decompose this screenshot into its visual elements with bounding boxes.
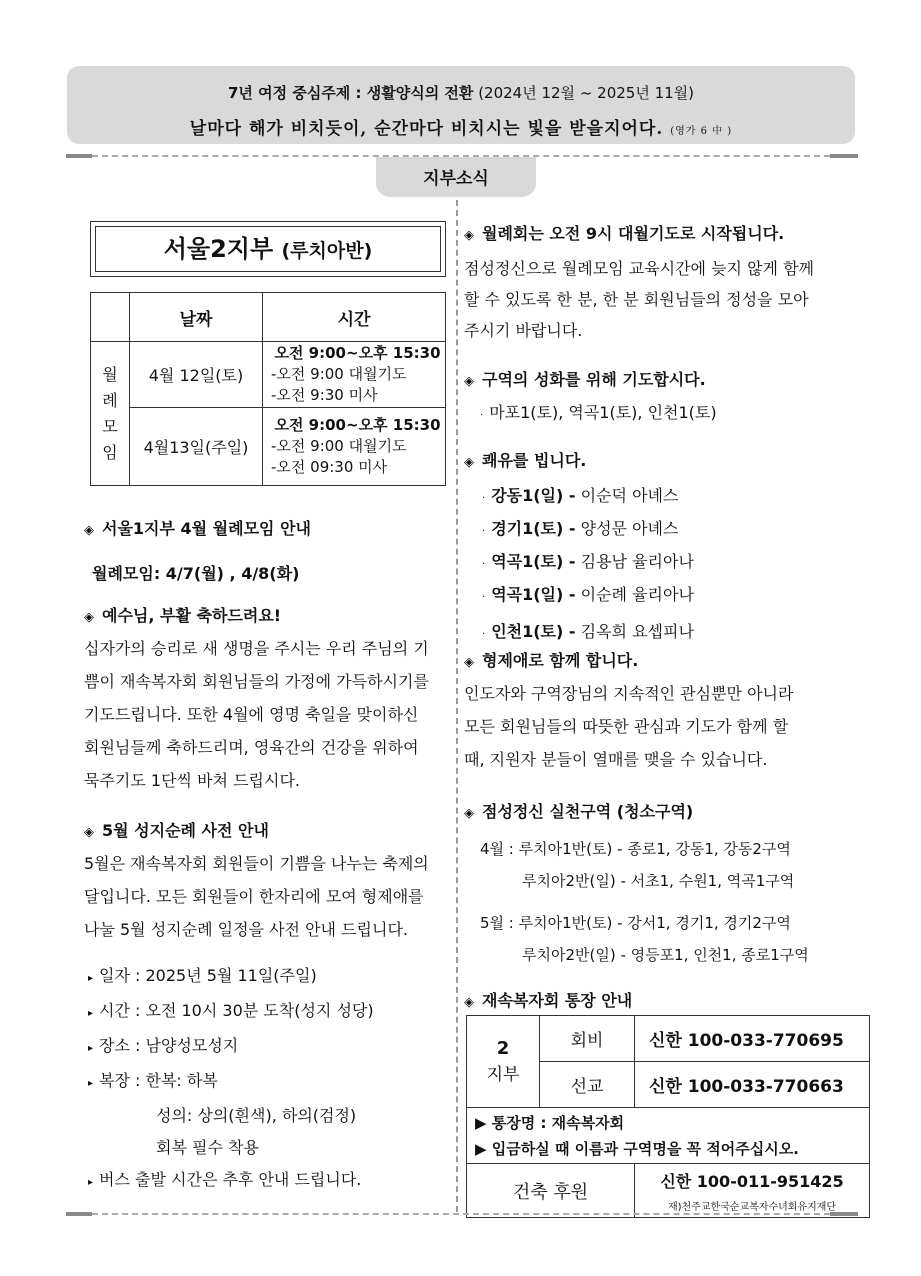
divider	[830, 154, 858, 158]
account-note	[475, 1110, 868, 1136]
easter-paragraph	[84, 632, 450, 797]
dot-bullet-icon: ·	[480, 410, 484, 421]
cleaning-team: 루치아1반(토) - 종로1, 강동1, 강동2구역	[518, 840, 791, 858]
section-heading	[84, 818, 269, 841]
section-heading-text: 형제애로 함께 합니다.	[482, 651, 639, 670]
divider	[66, 154, 92, 158]
pilgrimage-details	[88, 960, 374, 1199]
list-item	[482, 547, 694, 580]
section-heading	[84, 603, 281, 626]
header-quote-text: 날마다 해가 비치듯이, 순간마다 비치시는 빛을 받을지어다.	[189, 119, 664, 139]
paragraph-line: 점성정신으로 월례모임 교육시간에 늦지 않게 함께	[464, 259, 815, 278]
section-heading-text: 예수님, 부활 축하드려요!	[102, 606, 282, 625]
cleaning-team: 루치아2반(일) - 영등포1, 인천1, 종로1구역	[522, 946, 809, 964]
list-item	[88, 1065, 374, 1100]
fraternity-paragraph	[464, 677, 864, 776]
divider	[830, 1212, 858, 1216]
healing-name: 김용남 율리아나	[580, 552, 694, 571]
healing-name: 이순례 율리아나	[580, 585, 694, 604]
paragraph-line: 때, 지원자 분들이 열매를 맺을 수 있습니다.	[464, 750, 768, 769]
account-note-text: 입금하실 때 이름과 구역명을 꼭 적어주십시오.	[491, 1139, 799, 1158]
healing-name: 양성문 아녜스	[580, 519, 679, 538]
paragraph-line: 달입니다. 모든 회원들이 한자리에 모여 형제애를	[84, 887, 424, 906]
schedule-time	[263, 342, 446, 408]
healing-zone: 경기1(토) -	[491, 519, 576, 538]
row-label-char: 모	[102, 416, 118, 436]
account-table	[466, 1015, 870, 1218]
cleaning-schedule	[480, 833, 809, 971]
zone-list-text: 마포1(토), 역곡1(토), 인천1(토)	[489, 403, 717, 422]
header-quote-ref: (영가 6 中 )	[670, 126, 733, 137]
header-theme-title: 7년 여정 중심주제 : 생활양식의 전환	[227, 84, 474, 102]
paragraph-line: 회원님들께 축하드리며, 영육간의 건강을 위하여	[84, 738, 419, 757]
header-theme	[67, 82, 855, 103]
schedule-detail: -오전 09:30 미사	[271, 458, 388, 476]
section-heading	[464, 988, 632, 1011]
schedule-detail: -오전 9:30 미사	[271, 386, 378, 404]
branch-subtitle: (루치아반)	[281, 240, 373, 262]
divider	[92, 1213, 830, 1217]
diamond-bullet-icon: ◈	[84, 610, 94, 625]
column-header-time: 시간	[263, 293, 446, 342]
list-item-text: 복장 : 한복: 하복	[99, 1071, 218, 1090]
section-heading	[84, 516, 311, 539]
section-heading-text: 서울1지부 4월 월례모임 안내	[102, 519, 311, 538]
diamond-bullet-icon: ◈	[84, 825, 94, 840]
schedule-detail: -오전 9:00 대월기도	[271, 437, 407, 455]
dress-sub-item: 회복 필수 착용	[156, 1138, 259, 1157]
arrow-bullet-icon: ▸	[88, 1177, 94, 1188]
list-item	[482, 514, 694, 547]
account-number: 신한 100-033-770663	[635, 1062, 870, 1108]
schedule-time	[263, 408, 446, 486]
section-tab: 지부소식	[376, 157, 536, 197]
pilgrimage-paragraph	[84, 847, 450, 946]
account-branch	[467, 1016, 540, 1108]
list-item	[88, 960, 374, 995]
dot-bullet-icon: ·	[482, 526, 486, 537]
table-corner	[91, 293, 130, 342]
header-quote	[67, 114, 855, 139]
list-item	[480, 907, 809, 939]
dot-bullet-icon: ·	[482, 493, 486, 504]
account-note-text: 통장명 : 재속복자회	[491, 1113, 625, 1132]
row-label-char: 월	[102, 364, 118, 384]
paragraph-line: 쁨이 재속복자회 회원님들의 가정에 가득하시기를	[84, 672, 429, 691]
list-item-text: 버스 출발 시간은 추후 안내 드립니다.	[99, 1170, 362, 1189]
triangle-bullet-icon: ▶	[475, 1139, 492, 1158]
section-heading-text: 재속복자회 통장 안내	[482, 991, 633, 1010]
section-heading	[464, 648, 638, 671]
section-heading-text: 점성정신 실천구역 (청소구역)	[482, 802, 694, 821]
dress-sub-item: 성의: 상의(흰색), 하의(검정)	[156, 1106, 357, 1125]
cleaning-month: 5월 :	[480, 914, 514, 932]
seoul1-meeting-dates: 월례모임: 4/7(월) , 4/8(화)	[92, 564, 300, 583]
diamond-bullet-icon: ◈	[84, 523, 94, 538]
schedule-detail: -오전 9:00 대월기도	[271, 365, 407, 383]
cleaning-team: 루치아2반(일) - 서초1, 수원1, 역곡1구역	[522, 872, 795, 890]
section-heading	[464, 367, 706, 390]
building-support-label: 건축 후원	[467, 1164, 635, 1218]
section-heading	[464, 221, 784, 244]
account-label: 회비	[540, 1016, 635, 1062]
prayer-paragraph	[464, 253, 864, 346]
arrow-bullet-icon: ▸	[88, 1078, 94, 1089]
list-item	[482, 617, 694, 650]
section-heading-text: 5월 성지순례 사전 안내	[102, 821, 269, 840]
paragraph-line: 주시기 바랍니다.	[464, 321, 583, 340]
triangle-bullet-icon: ▶	[475, 1113, 492, 1132]
row-label-monthly-meeting	[91, 342, 130, 486]
healing-name: 이순덕 아녜스	[580, 486, 679, 505]
healing-name: 김옥희 요셉피나	[580, 622, 694, 641]
row-label-char: 례	[102, 390, 118, 410]
schedule-time-main: 오전 9:00~오후 15:30	[274, 344, 441, 362]
list-item	[482, 481, 694, 514]
account-branch-number: 2	[496, 1037, 510, 1059]
paragraph-line: 기도드립니다. 또한 4월에 영명 축일을 맞이하신	[84, 705, 419, 724]
dot-bullet-icon: ·	[482, 592, 486, 603]
dot-bullet-icon: ·	[482, 629, 486, 640]
paragraph-line: 나눌 5월 성지순례 일정을 사전 안내 드립니다.	[84, 920, 408, 939]
paragraph-line: 십자가의 승리로 새 생명을 주시는 우리 주님의 기	[84, 639, 429, 658]
list-item-text: 장소 : 남양성모성지	[99, 1036, 239, 1055]
list-item	[88, 995, 374, 1030]
account-note	[475, 1136, 868, 1162]
diamond-bullet-icon: ◈	[464, 655, 474, 670]
building-support-account	[635, 1164, 870, 1218]
row-label-char: 임	[102, 442, 118, 462]
section-heading-text: 쾌유를 빕니다.	[482, 451, 587, 470]
account-notes	[467, 1108, 870, 1164]
list-item	[88, 1164, 374, 1199]
list-item	[480, 833, 809, 865]
schedule-time-main: 오전 9:00~오후 15:30	[274, 416, 441, 434]
account-branch-word: 지부	[486, 1064, 520, 1085]
arrow-bullet-icon: ▸	[88, 973, 94, 984]
paragraph-line: 인도자와 구역장님의 지속적인 관심뿐만 아니라	[464, 684, 794, 703]
section-heading-text: 구역의 성화를 위해 기도합시다.	[482, 370, 706, 389]
list-item-text: 일자 : 2025년 5월 11일(주일)	[99, 966, 317, 985]
diamond-bullet-icon: ◈	[464, 374, 474, 389]
paragraph-line: 묵주기도 1단씩 바쳐 드립시다.	[84, 771, 300, 790]
list-item	[482, 580, 694, 613]
diamond-bullet-icon: ◈	[464, 228, 474, 243]
diamond-bullet-icon: ◈	[464, 995, 474, 1010]
branch-title-box	[90, 221, 446, 277]
healing-zone: 역곡1(토) -	[491, 552, 576, 571]
paragraph-line: 모든 회원님들의 따뜻한 관심과 기도가 함께 할	[464, 717, 789, 736]
section-heading	[464, 799, 693, 822]
diamond-bullet-icon: ◈	[464, 455, 474, 470]
cleaning-month: 4월 :	[480, 840, 514, 858]
paragraph-line: 할 수 있도록 한 분, 한 분 회원님들의 정성을 모아	[464, 290, 809, 309]
section-heading	[464, 448, 586, 471]
dot-bullet-icon: ·	[482, 559, 486, 570]
column-header-date: 날짜	[130, 293, 263, 342]
list-item	[88, 1030, 374, 1065]
diamond-bullet-icon: ◈	[464, 806, 474, 821]
healing-zone: 강동1(일) -	[491, 486, 576, 505]
header-theme-period: (2024년 12월 ~ 2025년 11월)	[478, 84, 695, 102]
building-account-number: 신한 100-011-951425	[660, 1171, 844, 1191]
arrow-bullet-icon: ▸	[88, 1008, 94, 1019]
column-divider	[456, 200, 458, 1212]
list-item-text: 시간 : 오전 10시 30분 도착(성지 성당)	[99, 1001, 374, 1020]
cleaning-team: 루치아1반(토) - 강서1, 경기1, 경기2구역	[518, 914, 791, 932]
section-heading-text: 월례회는 오전 9시 대월기도로 시작됩니다.	[482, 224, 785, 243]
header-banner	[67, 66, 855, 144]
account-number: 신한 100-033-770695	[635, 1016, 870, 1062]
paragraph-line: 5월은 재속복자회 회원들이 기쁨을 나누는 축제의	[84, 854, 429, 873]
building-account-owner: 재)천주교한국순교복자수녀회유지재단	[667, 1201, 837, 1213]
account-label: 선교	[540, 1062, 635, 1108]
arrow-bullet-icon: ▸	[88, 1043, 94, 1054]
schedule-table	[90, 292, 446, 486]
schedule-date: 4월 12일(토)	[130, 342, 263, 408]
divider	[66, 1212, 92, 1216]
schedule-date: 4월13일(주일)	[130, 408, 263, 486]
healing-list	[482, 481, 694, 650]
branch-title: 서울2지부	[163, 235, 274, 263]
zone-list	[480, 400, 717, 423]
healing-zone: 인천1(토) -	[491, 622, 576, 641]
healing-zone: 역곡1(일) -	[491, 585, 576, 604]
